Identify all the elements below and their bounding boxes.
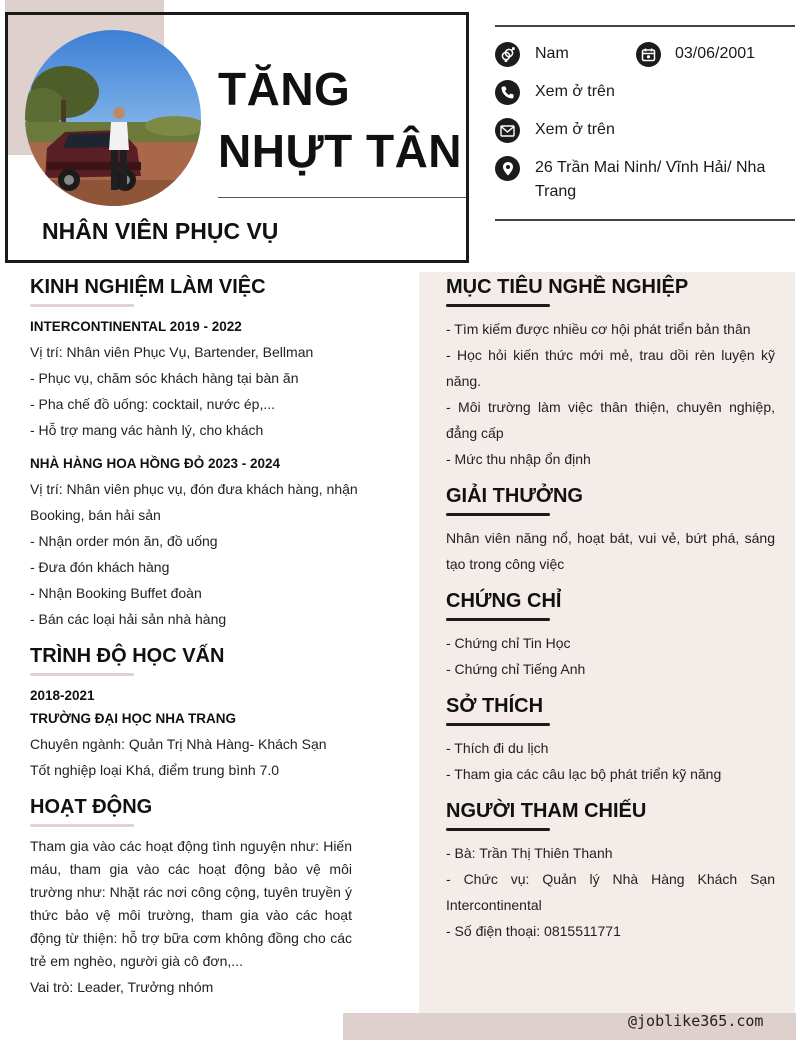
- certificate-item: - Chứng chỉ Tiếng Anh: [446, 661, 586, 677]
- experience-title: KINH NGHIỆM LÀM VIỆC: [30, 276, 266, 298]
- education-title: TRÌNH ĐỘ HỌC VẤN: [30, 645, 225, 667]
- reference-item: - Chức vụ: Quản lý Nhà Hàng Khách Sạn Intercontinental: [446, 871, 775, 913]
- job-title: NHÂN VIÊN PHỤC VỤ: [42, 218, 279, 244]
- phone-text: Xem ở trên: [535, 83, 615, 100]
- certificates-underline: [446, 618, 550, 621]
- reference-item: - Số điện thoại: 0815511771: [446, 923, 621, 939]
- contact-top-rule: [495, 25, 795, 27]
- hobbies-underline: [446, 723, 550, 726]
- objective-title: MỤC TIÊU NGHỀ NGHIỆP: [446, 276, 689, 298]
- name-first-line: TĂNG: [218, 63, 351, 115]
- activities-role: Vai trò: Leader, Trưởng nhóm: [30, 979, 214, 995]
- job-1-line: - Pha chế đồ uống: cocktail, nước ép,...: [30, 396, 276, 412]
- activities-underline: [30, 824, 134, 827]
- calendar-icon: [636, 42, 661, 67]
- education-years: 2018-2021: [30, 688, 95, 703]
- job-1-line: - Hỗ trợ mang vác hành lý, cho khách: [30, 422, 264, 438]
- job-2-line: Booking, bán hải sản: [30, 507, 161, 523]
- phone-icon: [495, 80, 520, 105]
- awards-title: GIẢI THƯỞNG: [446, 485, 583, 507]
- education-school: TRƯỜNG ĐẠI HỌC NHA TRANG: [30, 711, 236, 726]
- footer-handle: @joblike365.com: [628, 1012, 764, 1030]
- name-divider: [218, 197, 466, 198]
- job-2-header: NHÀ HÀNG HOA HỒNG ĐỎ 2023 - 2024: [30, 456, 281, 471]
- job-1-header: INTERCONTINENTAL 2019 - 2022: [30, 319, 242, 334]
- job-1-line: - Phục vụ, chăm sóc khách hàng tại bàn ăn: [30, 370, 299, 386]
- certificates-title: CHỨNG CHỈ: [446, 590, 562, 612]
- hobby-item: - Tham gia các câu lạc bộ phát triển kỹ năng: [446, 766, 722, 782]
- gender-icon: [495, 42, 520, 67]
- activities-paragraph: Tham gia vào các hoạt động tình nguyện như: Hiến máu, tham gia vào các hoạt động bảo vệ môi trường như: Nhặt rác nơi công cộng, tuyên truyền ý thức bảo vệ môi trường, tham gia vào các hoạt động từ thiện: hỗ trợ bữa cơm không đồng cho các trẻ em nghèo, người già cô đơn,...: [30, 838, 352, 969]
- reference-item: - Bà: Trần Thị Thiên Thanh: [446, 845, 613, 861]
- gender-text: Nam: [535, 45, 569, 62]
- objective-item: - Tìm kiếm được nhiều cơ hội phát triển bản thân: [446, 321, 751, 337]
- awards-text: Nhân viên năng nổ, hoạt bát, vui vẻ, bứt phá, sáng tạo trong công việc: [446, 530, 775, 572]
- job-2-line: - Đưa đón khách hàng: [30, 559, 170, 575]
- objective-item: - Mức thu nhập ổn định: [446, 451, 591, 467]
- activities-title: HOẠT ĐỘNG: [30, 796, 153, 818]
- birthday-text: 03/06/2001: [675, 45, 756, 62]
- objective-item: - Môi trường làm việc thân thiện, chuyên nghiệp, đẳng cấp: [446, 399, 775, 441]
- contact-bottom-rule: [495, 219, 795, 221]
- experience-underline: [30, 304, 134, 307]
- objective-underline: [446, 304, 550, 307]
- name-second-line: NHỰT TÂN: [218, 125, 463, 177]
- references-underline: [446, 828, 550, 831]
- hobbies-title: SỞ THÍCH: [446, 695, 544, 717]
- education-underline: [30, 673, 134, 676]
- hobby-item: - Thích đi du lịch: [446, 740, 549, 756]
- education-line: Tốt nghiệp loại Khá, điểm trung bình 7.0: [30, 762, 280, 778]
- email-text: Xem ở trên: [535, 121, 615, 138]
- location-pin-icon: [495, 156, 520, 181]
- envelope-icon: [495, 118, 520, 143]
- address-text: 26 Trần Mai Ninh/ Vĩnh Hải/ Nha Trang: [535, 159, 766, 200]
- job-2-line: - Nhận Booking Buffet đoàn: [30, 585, 202, 601]
- job-2-line: Vị trí: Nhân viên phục vụ, đón đưa khách hàng, nhận: [30, 481, 358, 497]
- objective-item: - Học hỏi kiến thức mới mẻ, trau dồi rèn luyện kỹ năng.: [446, 347, 775, 389]
- profile-photo: [25, 30, 201, 206]
- awards-underline: [446, 513, 550, 516]
- references-title: NGƯỜI THAM CHIẾU: [446, 800, 647, 822]
- job-2-line: - Bán các loại hải sản nhà hàng: [30, 611, 227, 627]
- education-line: Chuyên ngành: Quản Trị Nhà Hàng- Khách Sạn: [30, 736, 327, 752]
- certificate-item: - Chứng chỉ Tin Học: [446, 635, 571, 651]
- job-2-line: - Nhận order món ăn, đồ uống: [30, 533, 218, 549]
- job-1-line: Vị trí: Nhân viên Phục Vụ, Bartender, Bellman: [30, 344, 314, 360]
